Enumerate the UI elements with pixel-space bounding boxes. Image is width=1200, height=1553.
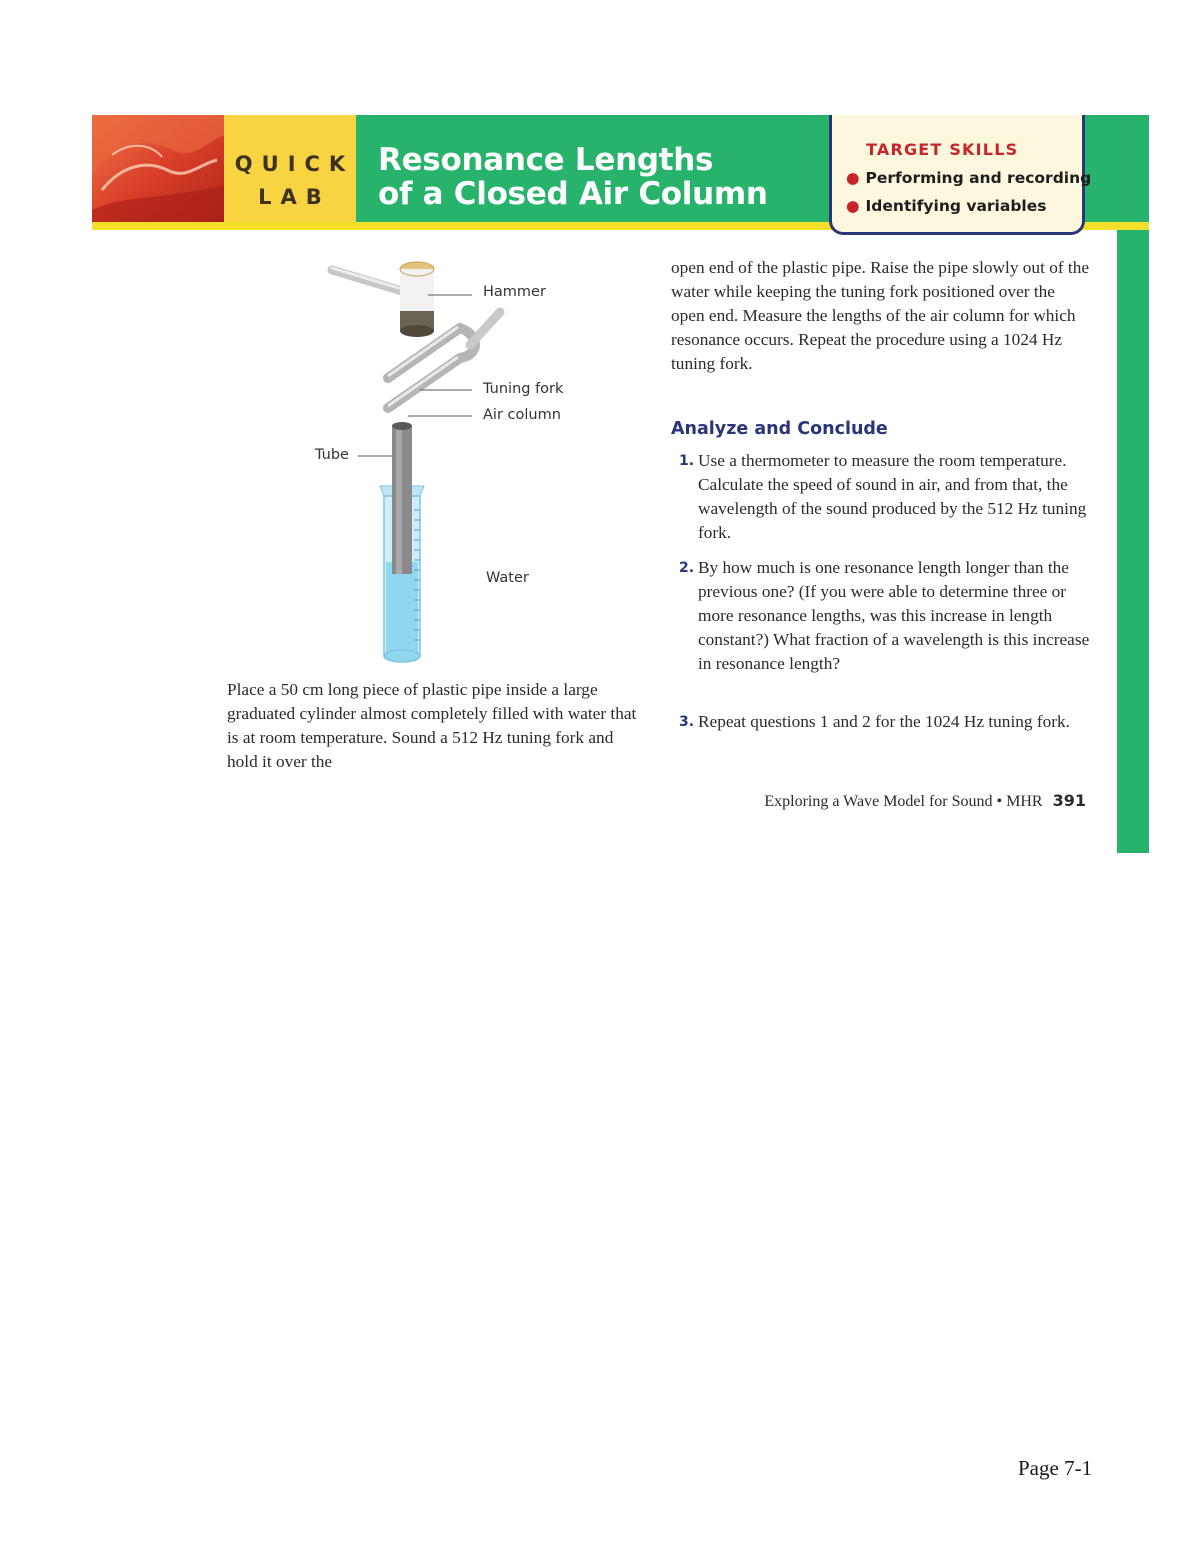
wave-image [92,115,224,222]
tube-label: Tube [315,447,349,463]
lab-title-line-1: Resonance Lengths [378,142,714,178]
skill-item: ● Performing and recording [846,169,1092,187]
question-text: Repeat questions 1 and 2 for the 1024 Hz tuning fork. [698,712,1070,731]
book-page-number: 391 [1052,791,1086,810]
procedure-paragraph-left: Place a 50 cm long piece of plastic pipe inside a large graduated cylinder almost completely filled with water that is at room temperature. Sound a 512 Hz tuning fork and hold it over the [227,680,637,771]
book-footer [720,791,1086,811]
skill-item: ● Identifying variables [846,197,1047,215]
page-label: Page 7-1 [1018,1456,1093,1480]
footer-text: Exploring a Wave Model for Sound • MHR [764,793,1043,810]
target-skills-box [829,115,1092,235]
hammer-label: Hammer [483,284,546,300]
lab-label: LAB [258,185,331,209]
hammer-icon [400,262,434,337]
tuning-fork-label: Tuning fork [483,381,564,397]
water-label: Water [486,570,529,586]
quick-label: QUICK [234,152,355,176]
resonance-apparatus-diagram [300,250,580,670]
air-column-label: Air column [483,407,561,423]
question-text: By how much is one resonance length longer than the previous one? (If you were able to determine three or more resonance lengths, was this increase in length constant?) What fraction of a wavelength is this increase in resonance length? [698,558,1090,673]
target-skills-heading: TARGET SKILLS [866,140,1019,159]
bullet-icon: ● [846,197,860,215]
bullet-icon: ● [846,169,860,187]
analyze-heading: Analyze and Conclude [671,419,888,439]
quick-lab-badge [224,115,356,222]
question-number: 1. [679,453,695,469]
question-text: Use a thermometer to measure the room temperature. Calculate the speed of sound in air, and from that, the wavelength of the sound produced by the 512 Hz tuning fork. [698,451,1087,542]
procedure-paragraph-right: open end of the plastic pipe. Raise the pipe slowly out of the water while keeping the tuning fork positioned over the open end. Measure the lengths of the air column for which resonance occurs. Repeat the procedure using a 1024 Hz tuning fork. [671,258,1090,373]
question-item [679,710,1099,734]
side-color-strip [1117,230,1149,853]
question-item [679,449,1099,545]
question-number: 3. [679,714,695,730]
question-item [679,556,1099,676]
question-number: 2. [679,560,695,576]
lab-title-line-2: of a Closed Air Column [378,176,768,212]
tube-icon [392,422,412,574]
